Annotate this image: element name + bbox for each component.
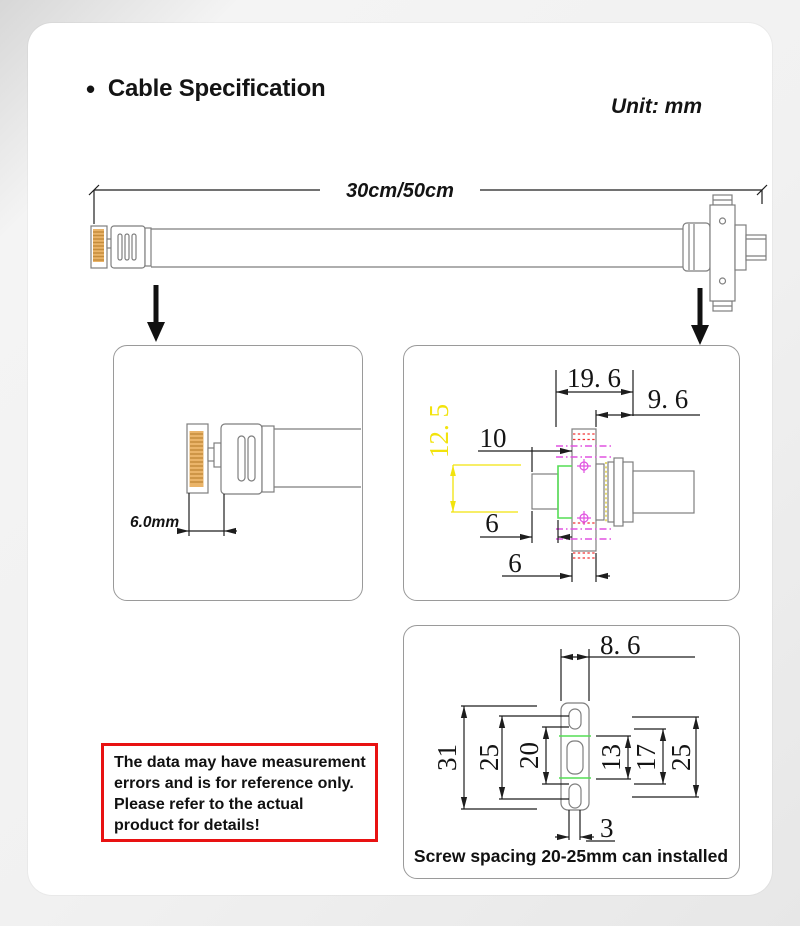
page-title-text: Cable Specification (107, 75, 326, 102)
mount-detail-box (403, 625, 740, 879)
dim-20-label: 20 (514, 742, 544, 769)
dim-6-flange-label: 6 (508, 548, 522, 578)
cable-body-drawing (151, 229, 683, 267)
connector-drawing (187, 424, 361, 494)
panel-connector-drawing (683, 195, 766, 311)
connector-detail-box (113, 345, 363, 601)
dimension-3 (555, 810, 615, 843)
dimension-12-5 (424, 404, 521, 512)
warning-box (101, 743, 378, 842)
pointer-arrow-left (147, 285, 165, 342)
dim-19-6-label: 19. 6 (567, 363, 621, 393)
cable-length-label: 30cm/50cm (346, 180, 454, 202)
connector-side-diagram (114, 346, 361, 599)
mount-plate-diagram (404, 626, 738, 877)
plug-dimension-diagram (404, 346, 738, 599)
title-bullet: • (86, 74, 95, 104)
connector-width-label: 6.0mm (130, 514, 180, 531)
dim-8-6-label: 8. 6 (600, 630, 641, 660)
dim-31-label: 31 (432, 744, 462, 771)
dim-3-label: 3 (600, 813, 614, 843)
warning-line: errors and is for reference only. (114, 775, 354, 792)
plug-geometry (532, 429, 694, 551)
dim-25-left-label: 25 (474, 744, 504, 771)
dim-25-right-label: 25 (666, 744, 696, 771)
warning-line: product for details! (114, 817, 260, 834)
plate-geometry (559, 703, 591, 810)
spec-card (28, 23, 772, 895)
page-title (86, 75, 326, 103)
dim-12-5-label: 12. 5 (424, 404, 454, 458)
dimension-8-6 (561, 630, 695, 701)
usb-connector-drawing (91, 226, 151, 268)
length-dimension (89, 180, 767, 224)
unit-label: Unit: mm (611, 95, 702, 118)
cable-overview-diagram (68, 163, 788, 348)
dim-13-label: 13 (596, 744, 626, 771)
width-dimension (130, 493, 237, 536)
dim-10-label: 10 (479, 423, 507, 453)
screw-spacing-caption: Screw spacing 20-25mm can installed (413, 846, 729, 866)
dimension-13 (596, 736, 631, 779)
dim-6-step-label: 6 (485, 508, 499, 538)
pointer-arrow-right (691, 288, 709, 345)
dim-17-label: 17 (631, 744, 661, 771)
warning-line: The data may have measurement (114, 754, 366, 771)
dimension-17 (631, 729, 666, 784)
dimension-19-6 (556, 363, 633, 427)
warning-line: Please refer to the actual (114, 796, 304, 813)
dim-9-6-label: 9. 6 (647, 384, 689, 414)
plug-detail-box (403, 345, 740, 601)
